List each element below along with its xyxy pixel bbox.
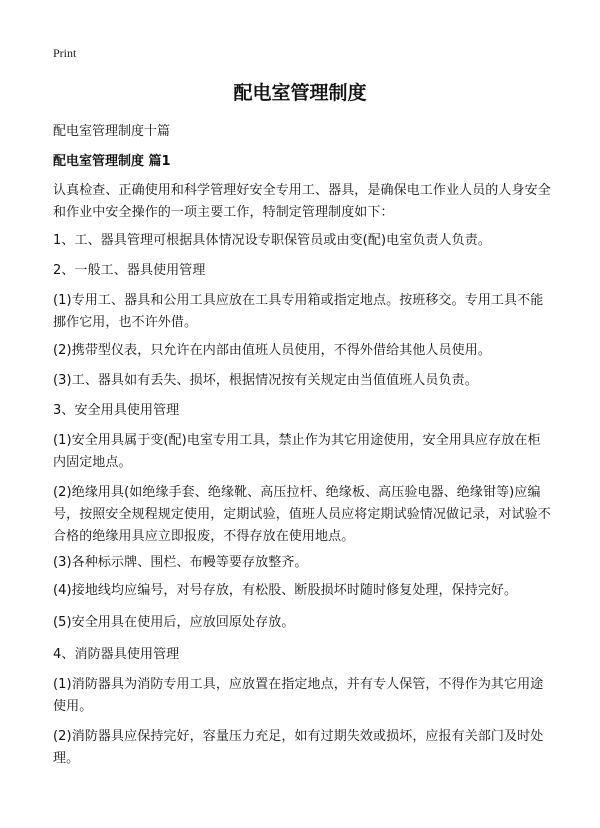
paragraph: 3、安全用具使用管理 bbox=[53, 403, 180, 418]
document-title: 配电室管理制度 bbox=[233, 82, 367, 104]
print-label: Print bbox=[53, 46, 77, 60]
paragraph: (3)工、器具如有丢失、损坏，根据情况按有关规定由当值值班人员负责。 bbox=[53, 373, 478, 388]
paragraph: (5)安全用具在使用后，应放回原处存放。 bbox=[53, 615, 295, 630]
paragraph: (2)绝缘用具(如绝缘手套、绝缘靴、高压拉杆、绝缘板、高压验电器、绝缘钳等)应编号，按照安全规程规定使用，定期试验，值班人员应将定期试验情况做记录，对试验不合格的绝缘用具应立即报废，不得存放在使用地点。 bbox=[53, 485, 551, 544]
paragraph: (3)各种标示牌、围栏、布幔等要存放整齐。 bbox=[53, 555, 308, 570]
paragraph: 2、一般工、器具使用管理 bbox=[53, 263, 206, 278]
paragraph: (1)消防器具为消防专用工具，应放置在指定地点，并有专人保管，不得作为其它用途使用。 bbox=[53, 677, 544, 714]
document-subtitle: 配电室管理制度十篇 bbox=[53, 124, 171, 139]
paragraph: (2)携带型仪表，只允许在内部由值班人员使用，不得外借给其他人员使用。 bbox=[53, 343, 491, 358]
paragraph: (2)消防器具应保持完好，容量压力充足，如有过期失效或损坏，应报有关部门及时处理。 bbox=[53, 729, 544, 766]
paragraph: 1、工、器具管理可根据具体情况设专职保管员或由变(配)电室负责人负责。 bbox=[53, 233, 491, 248]
paragraph: 认真检查、正确使用和科学管理好安全专用工、器具，是确保电工作业人员的人身安全和作业中安全操作的一项主要工作，特制定管理制度如下： bbox=[53, 183, 551, 220]
paragraph: (4)接地线均应编号，对号存放，有松股、断股损坏时随时修复处理，保持完好。 bbox=[53, 583, 518, 598]
paragraph: 4、消防器具使用管理 bbox=[53, 647, 180, 662]
paragraph: (1)专用工、器具和公用工具应放在工具专用箱或指定地点。按班移交。专用工具不能挪作它用，也不许外借。 bbox=[53, 293, 544, 330]
section-heading: 配电室管理制度 篇1 bbox=[53, 154, 171, 169]
paragraph: (1)安全用具属于变(配)电室专用工具，禁止作为其它用途使用，安全用具应存放在柜内固定地点。 bbox=[53, 433, 541, 470]
